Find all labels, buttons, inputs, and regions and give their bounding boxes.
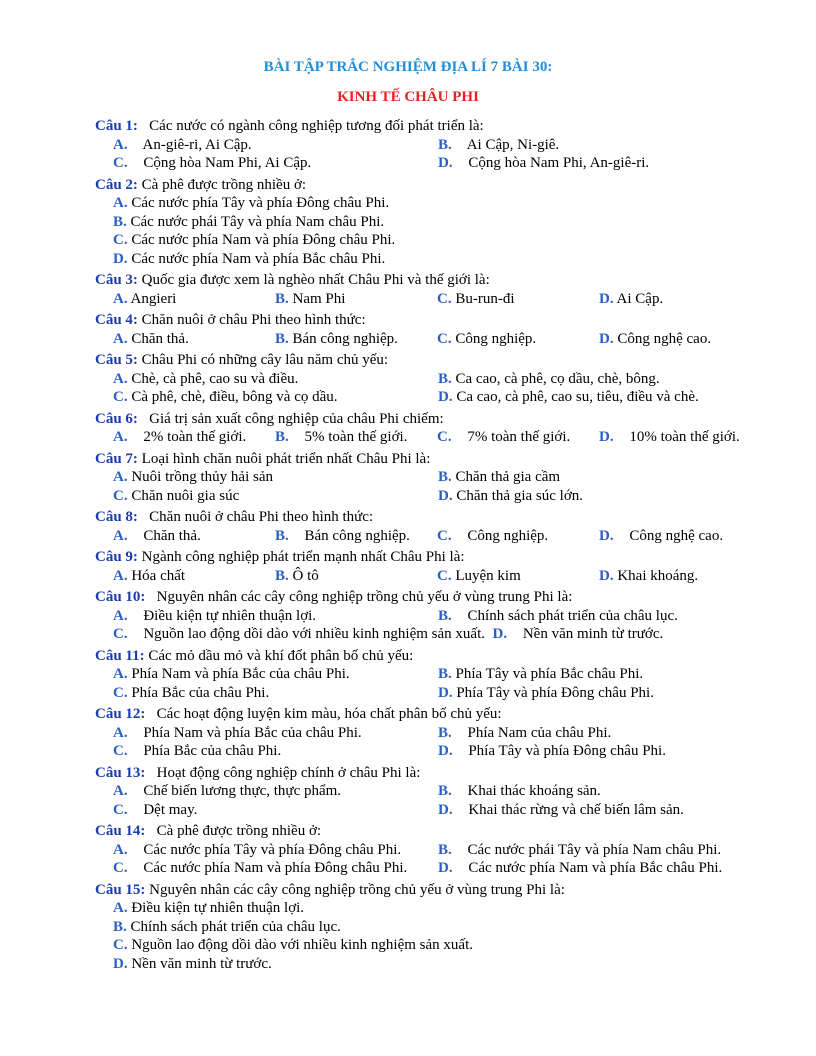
option-a (113, 567, 275, 586)
options-row (95, 607, 795, 626)
question-number: Câu 6: (95, 410, 138, 427)
options-row (95, 567, 795, 586)
question-number: Câu 9: (95, 549, 138, 565)
option-letter: C. (113, 487, 128, 504)
option-text: Phía Tây và phía Bắc châu Phi. (455, 666, 644, 682)
option-text: Công nghệ cao. (629, 527, 724, 544)
option-letter: A. (113, 841, 128, 858)
option-text: Nuôi trồng thủy hải sản (131, 469, 273, 485)
question-number: Câu 8: (95, 509, 138, 525)
option-letter: B. (275, 527, 289, 544)
option-text: Luyện kim (455, 567, 521, 584)
option-c (113, 487, 438, 506)
option-letter: C. (113, 626, 128, 642)
option-a (113, 290, 275, 309)
option-d (438, 801, 795, 820)
option-letter: B. (438, 136, 452, 153)
option-text: Các nước phía Tây và phía Đông châu Phi. (143, 841, 402, 858)
option-text: Bán công nghiệp. (292, 330, 398, 347)
option-a (113, 194, 795, 213)
options-row (95, 801, 795, 820)
option-c (113, 154, 438, 173)
option-letter: D. (113, 955, 128, 972)
options-row (95, 665, 795, 684)
option-a (113, 724, 438, 743)
question-9 (95, 548, 795, 585)
options-row (95, 213, 795, 232)
option-letter: A. (113, 783, 128, 799)
option-b (438, 782, 795, 801)
question-stem (95, 351, 795, 370)
option-text: Chăn thả gia cầm (455, 469, 561, 485)
option-d (438, 154, 795, 173)
option-text: Công nghiệp. (455, 330, 537, 347)
option-letter: A. (113, 370, 128, 387)
option-text: Các nước phái Tây và phía Nam châu Phi. (467, 841, 722, 858)
question-stem (95, 822, 795, 841)
option-text: Phía Tây và phía Đông châu Phi. (456, 684, 654, 701)
option-b (275, 290, 437, 309)
option-c (113, 625, 485, 644)
option-d (599, 527, 795, 546)
options-row (95, 782, 795, 801)
options-row (95, 527, 795, 546)
option-a (113, 527, 275, 546)
options-row (95, 370, 795, 389)
question-text: Chăn nuôi ở châu Phi theo hình thức: (149, 509, 374, 525)
question-number: Câu 2: (95, 176, 138, 193)
option-letter: B. (438, 841, 452, 858)
option-b (275, 330, 437, 349)
option-text: Chính sách phát triển của châu lục. (467, 607, 678, 624)
option-b (275, 428, 437, 447)
question-stem (95, 271, 795, 290)
option-text: Dệt may. (143, 801, 198, 818)
question-stem (95, 450, 795, 469)
option-text: Công nghiệp. (467, 527, 549, 544)
option-letter: B. (275, 330, 289, 347)
options-row (95, 724, 795, 743)
option-d (438, 859, 795, 878)
option-letter: C. (113, 389, 128, 405)
options-row (95, 154, 795, 173)
option-text: Bán công nghiệp. (304, 527, 410, 544)
question-1 (95, 117, 795, 173)
option-d (113, 955, 795, 974)
option-a (113, 782, 438, 801)
option-text: 2% toàn thế giới. (143, 429, 247, 445)
question-4 (95, 311, 795, 348)
option-letter: C. (437, 290, 452, 307)
option-d (438, 487, 795, 506)
option-letter: D. (113, 250, 128, 267)
question-stem (95, 117, 795, 136)
options-row (95, 290, 795, 309)
question-text: Loại hình chăn nuôi phát triển nhất Châu Phi là: (141, 450, 431, 467)
options-row (95, 487, 795, 506)
options-row (95, 468, 795, 487)
question-14 (95, 822, 795, 878)
option-letter: C. (437, 567, 452, 584)
option-b (438, 724, 795, 743)
option-text: Các nước phái Tây và phía Nam châu Phi. (130, 213, 385, 230)
option-b (438, 136, 795, 155)
question-5 (95, 351, 795, 407)
options-row (95, 330, 795, 349)
question-text: Các nước có ngành công nghiệp tương đối phát triển là: (149, 118, 484, 134)
question-text: Chăn nuôi ở châu Phi theo hình thức: (141, 312, 366, 328)
question-10 (95, 588, 795, 644)
option-letter: B. (113, 918, 127, 935)
option-b (275, 567, 437, 586)
option-b (438, 468, 795, 487)
option-text: Nguồn lao động dồi dào với nhiều kinh nghiệm sản xuất. (143, 626, 485, 642)
option-text: Chăn thả. (131, 330, 189, 347)
option-text: Các nước phía Nam và phía Đông châu Phi. (143, 860, 408, 876)
option-d (599, 567, 795, 586)
option-letter: B. (113, 213, 127, 230)
option-a (113, 899, 795, 918)
option-c (437, 567, 599, 586)
option-text: Ô tô (292, 567, 319, 584)
option-letter: B. (438, 370, 452, 387)
options-row (95, 955, 795, 974)
options-row (95, 136, 795, 155)
option-letter: B. (275, 290, 289, 307)
option-letter: B. (275, 429, 289, 445)
document-subtitle: KINH TẾ CHÂU PHI (337, 89, 479, 105)
question-3 (95, 271, 795, 308)
option-text: Bu-run-đi (455, 290, 515, 307)
option-text: Chăn thả gia súc lớn. (456, 487, 584, 504)
question-text: Nguyên nhân các cây công nghiệp trồng chủ yếu ở vùng trung Phi là: (149, 881, 565, 898)
question-6 (95, 410, 795, 447)
option-letter: D. (599, 330, 614, 347)
question-text: Giá trị sản xuất công nghiệp của châu Phi chiếm: (149, 410, 444, 427)
option-d (438, 742, 795, 761)
options-row (95, 742, 795, 761)
option-d (599, 428, 795, 447)
option-d (492, 625, 795, 644)
option-letter: A. (113, 666, 128, 682)
options-row (95, 899, 795, 918)
option-letter: C. (113, 801, 128, 818)
option-text: Nền văn minh từ trước. (131, 955, 272, 972)
question-stem (95, 588, 795, 607)
document-title: BÀI TẬP TRẮC NGHIỆM ĐỊA LÍ 7 BÀI 30: (263, 59, 553, 75)
question-number: Câu 15: (95, 881, 146, 898)
option-b (113, 918, 795, 937)
question-12 (95, 705, 795, 761)
question-text: Các mỏ dầu mỏ và khí đốt phân bố chủ yếu: (148, 647, 414, 664)
option-a (113, 428, 275, 447)
options-row (95, 936, 795, 955)
option-letter: B. (438, 783, 452, 799)
option-letter: A. (113, 195, 128, 211)
option-letter: D. (599, 567, 614, 584)
question-13 (95, 764, 795, 820)
option-text: Cà phê, chè, điều, bông và cọ dầu. (131, 389, 338, 405)
question-11 (95, 647, 795, 703)
option-d (599, 290, 795, 309)
option-text: Điều kiện tự nhiên thuận lợi. (143, 607, 317, 624)
option-text: Các nước phía Nam và phía Đông châu Phi. (131, 232, 396, 248)
option-a (113, 468, 438, 487)
options-row (95, 841, 795, 860)
question-stem (95, 647, 795, 666)
question-stem (95, 311, 795, 330)
option-text: Khai thác rừng và chế biến lâm sản. (468, 801, 684, 818)
option-a (113, 370, 438, 389)
option-letter: A. (113, 527, 128, 544)
option-text: Công nghệ cao. (617, 330, 712, 347)
question-number: Câu 7: (95, 450, 138, 467)
option-letter: A. (113, 607, 128, 624)
option-letter: D. (438, 684, 453, 701)
question-2 (95, 176, 795, 269)
option-b (113, 213, 795, 232)
option-text: 10% toàn thế giới. (629, 429, 740, 445)
options-row (95, 684, 795, 703)
option-d (113, 250, 795, 269)
option-text: Các nước phía Nam và phía Bắc châu Phi. (131, 250, 386, 267)
option-letter: D. (438, 155, 453, 171)
option-letter: C. (113, 684, 128, 701)
option-d (438, 388, 795, 407)
option-text: Khai thác khoáng sản. (467, 783, 601, 799)
option-letter: C. (113, 860, 128, 876)
option-letter: C. (113, 155, 128, 171)
option-text: Ai Cập. (616, 290, 664, 307)
option-letter: C. (113, 232, 128, 248)
question-7 (95, 450, 795, 506)
option-letter: D. (492, 626, 508, 642)
option-letter: D. (438, 487, 453, 504)
options-row (95, 625, 795, 644)
option-c (113, 684, 438, 703)
option-d (438, 684, 795, 703)
option-letter: D. (438, 860, 453, 876)
option-c (437, 330, 599, 349)
option-text: Ai Cập, Ni-giê. (466, 136, 560, 153)
option-text: Nền văn minh từ trước. (522, 626, 664, 642)
option-text: Phía Nam và phía Bắc của châu Phi. (143, 724, 362, 741)
question-text: Hoạt động công nghiệp chính ở châu Phi là: (156, 764, 421, 781)
option-text: Cộng hòa Nam Phi, Ai Cập. (143, 155, 312, 171)
option-text: Chăn nuôi gia súc (131, 487, 240, 504)
option-letter: B. (438, 469, 452, 485)
option-b (275, 527, 437, 546)
question-8 (95, 508, 795, 545)
option-letter: D. (438, 801, 453, 818)
question-number: Câu 14: (95, 823, 146, 839)
option-text: An-giê-ri, Ai Cập. (142, 136, 252, 153)
option-c (113, 859, 438, 878)
question-number: Câu 13: (95, 764, 146, 781)
option-text: Hóa chất (131, 567, 186, 584)
option-text: Angieri (130, 290, 177, 307)
option-a (113, 607, 438, 626)
question-stem (95, 881, 795, 900)
question-stem (95, 548, 795, 567)
question-15 (95, 881, 795, 974)
option-a (113, 665, 438, 684)
option-letter: D. (599, 429, 614, 445)
option-letter: B. (275, 567, 289, 584)
option-b (438, 841, 795, 860)
option-letter: C. (113, 937, 128, 953)
option-letter: A. (113, 567, 128, 584)
option-letter: C. (437, 429, 452, 445)
options-row (95, 859, 795, 878)
option-text: Nam Phi (292, 290, 346, 307)
option-text: Ca cao, cà phê, cao su, tiêu, điều và chè. (456, 389, 699, 405)
option-b (438, 665, 795, 684)
option-text: Nguồn lao động dồi dào với nhiều kinh nghiệm sản xuất. (131, 937, 473, 953)
option-letter: B. (438, 724, 452, 741)
question-stem (95, 508, 795, 527)
option-c (113, 388, 438, 407)
option-text: Phía Bắc của châu Phi. (143, 743, 282, 759)
question-number: Câu 3: (95, 272, 138, 288)
question-text: Ngành công nghiệp phát triển mạnh nhất Châu Phi là: (141, 549, 465, 565)
options-row (95, 250, 795, 269)
question-number: Câu 10: (95, 589, 146, 605)
option-a (113, 330, 275, 349)
option-c (437, 290, 599, 309)
option-text: Điều kiện tự nhiên thuận lợi. (131, 900, 305, 916)
option-letter: B. (438, 607, 452, 624)
option-text: Chè, cà phê, cao su và điều. (131, 370, 299, 387)
option-text: Các nước phía Nam và phía Bắc châu Phi. (468, 860, 723, 876)
option-text: Ca cao, cà phê, cọ dầu, chè, bông. (455, 370, 660, 387)
option-a (113, 136, 438, 155)
options-row (95, 231, 795, 250)
option-letter: A. (113, 429, 128, 445)
question-text: Quốc gia được xem là nghèo nhất Châu Phi và thế giới là: (141, 272, 490, 288)
question-text: Cà phê được trồng nhiều ở: (156, 823, 322, 839)
option-letter: A. (113, 330, 128, 347)
question-stem (95, 705, 795, 724)
question-text: Nguyên nhân các cây công nghiệp trồng chủ yếu ở vùng trung Phi là: (156, 589, 573, 605)
question-stem (95, 764, 795, 783)
option-c (437, 428, 599, 447)
option-c (113, 801, 438, 820)
option-letter: D. (438, 743, 453, 759)
option-text: Chế biến lương thực, thực phẩm. (143, 783, 342, 799)
question-number: Câu 4: (95, 312, 138, 328)
question-text: Các hoạt động luyện kim màu, hóa chất phân bố chủ yếu: (156, 706, 502, 722)
option-letter: A. (113, 724, 128, 741)
question-stem (95, 410, 795, 429)
option-letter: A. (113, 900, 128, 916)
option-letter: A. (113, 290, 128, 307)
question-number: Câu 12: (95, 706, 146, 722)
question-stem (95, 176, 795, 195)
option-letter: D. (438, 389, 453, 405)
option-text: Các nước phía Tây và phía Đông châu Phi. (131, 195, 390, 211)
option-text: Phía Bắc của châu Phi. (131, 684, 270, 701)
option-c (113, 742, 438, 761)
options-row (95, 428, 795, 447)
option-text: Phía Tây và phía Đông châu Phi. (468, 743, 666, 759)
question-number: Câu 5: (95, 352, 138, 368)
question-list (95, 117, 795, 976)
option-letter: A. (113, 136, 128, 153)
option-d (599, 330, 795, 349)
option-c (437, 527, 599, 546)
options-row (95, 388, 795, 407)
option-c (113, 231, 795, 250)
options-row (95, 918, 795, 937)
question-number: Câu 11: (95, 647, 145, 664)
option-text: Chính sách phát triển của châu lục. (130, 918, 341, 935)
option-letter: C. (437, 527, 452, 544)
option-text: Phía Nam và phía Bắc của châu Phi. (131, 666, 350, 682)
option-letter: B. (438, 666, 452, 682)
options-row (95, 194, 795, 213)
option-text: Chăn thả. (143, 527, 201, 544)
option-text: 5% toàn thế giới. (304, 429, 408, 445)
option-text: 7% toàn thế giới. (467, 429, 571, 445)
option-c (113, 936, 795, 955)
option-text: Phía Nam của châu Phi. (467, 724, 612, 741)
question-number: Câu 1: (95, 118, 138, 134)
question-text: Châu Phi có những cây lâu năm chủ yếu: (141, 352, 389, 368)
option-letter: A. (113, 469, 128, 485)
option-text: Cộng hòa Nam Phi, An-giê-ri. (468, 155, 650, 171)
option-letter: D. (599, 527, 614, 544)
option-text: Khai khoáng. (617, 567, 699, 584)
option-letter: C. (437, 330, 452, 347)
option-b (438, 370, 795, 389)
option-b (438, 607, 795, 626)
question-text: Cà phê được trồng nhiều ở: (141, 176, 307, 193)
option-letter: C. (113, 743, 128, 759)
option-letter: D. (599, 290, 614, 307)
option-a (113, 841, 438, 860)
